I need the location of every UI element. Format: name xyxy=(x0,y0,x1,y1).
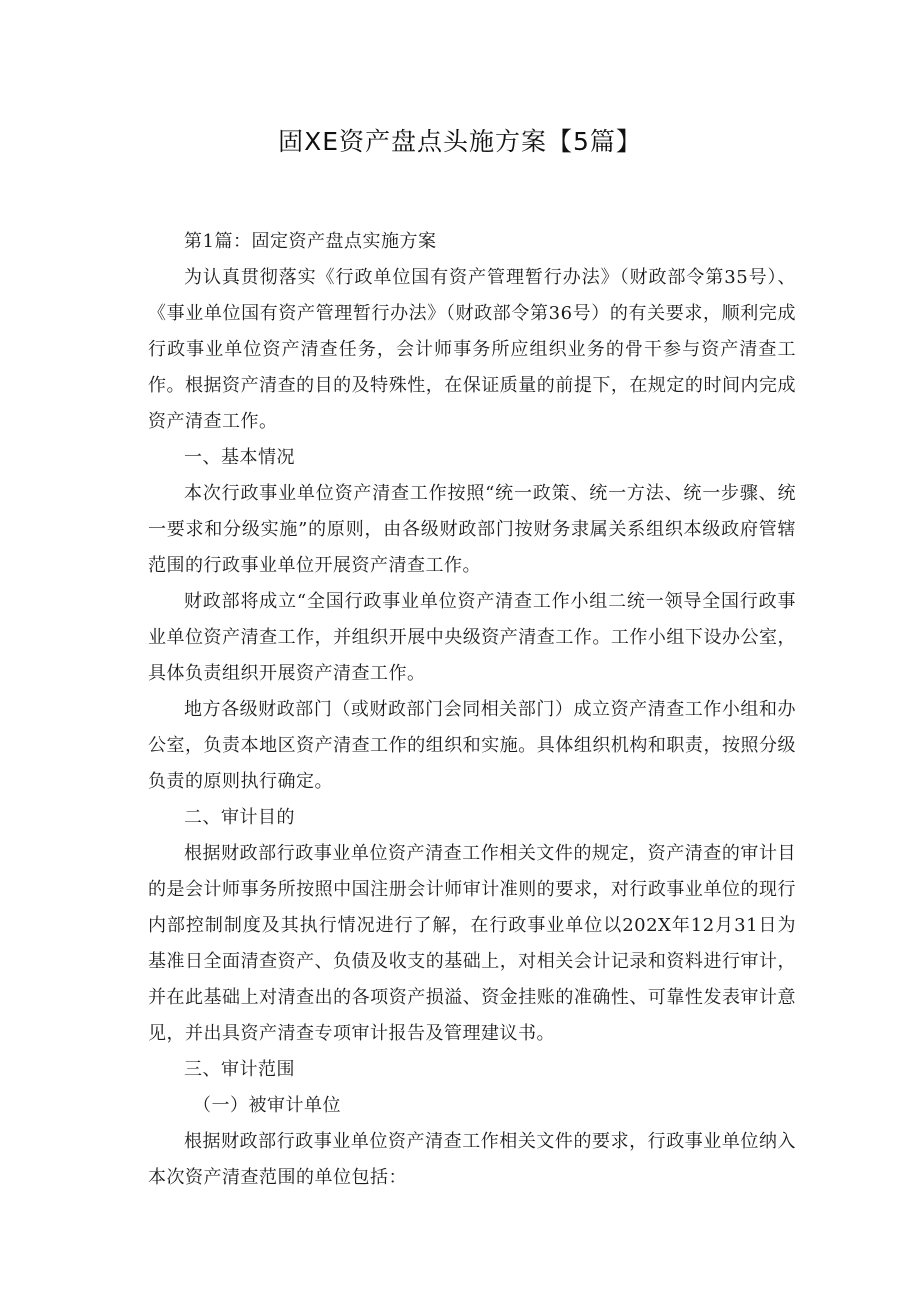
section-heading-audit-purpose: 二、审计目的 xyxy=(184,807,295,828)
paragraph-local-departments: 地方各级财政部门（或财政部门会同相关部门）成立资产清查工作小组和办公室，负责本地区资产清查工作的组织和实施。具体组织机构和职责，按照分级负责的原则执行确定。 xyxy=(148,699,796,792)
section-heading-audit-scope: 三、审计范围 xyxy=(184,1059,295,1080)
document-body xyxy=(148,224,796,1196)
section-heading-part-1: 第1篇：固定资产盘点实施方案 xyxy=(184,231,437,252)
section-heading-basic-situation: 一、基本情况 xyxy=(184,447,295,468)
paragraph-working-group: 财政部将成立“全国行政事业单位资产清查工作小组二统一领导全国行政事业单位资产清查工作，并组织开展中央级资产清查工作。工作小组下设办公室，具体负责组织开展资产清查工作。 xyxy=(148,591,796,684)
document-title: 固XE资产盘点头施方案【5篇】 xyxy=(278,127,642,156)
paragraph-audit-purpose: 根据财政部行政事业单位资产清查工作相关文件的规定，资产清查的审计目的是会计师事务所按照中国注册会计师审计准则的要求，对行政事业单位的现行内部控制制度及其执行情况进行了解，在行政事业单位以202X年12月31日为基准日全面清查资产、负债及收支的基础上，对相关会计记录和资料进行审计，并在此基础上对清查出的各项资产损溢、资金挂账的准确性、可靠性发表审计意见，并出具资产清查专项审计报告及管理建议书。 xyxy=(148,843,796,1044)
subheading-audited-units: （一）被审计单位 xyxy=(193,1095,341,1116)
paragraph-intro: 为认真贯彻落实《行政单位国有资产管理暂行办法》（财政部令第35号）、《事业单位国有资产管理暂行办法》（财政部令第36号）的有关要求，顺利完成行政事业单位资产清查任务，会计师事务所应组织业务的骨干参与资产清查工作。根据资产清查的目的及特殊性，在保证质量的前提下，在规定的时间内完成资产清查工作。 xyxy=(148,267,796,432)
paragraph-audited-units: 根据财政部行政事业单位资产清查工作相关文件的要求，行政事业单位纳入本次资产清查范围的单位包括： xyxy=(148,1131,796,1188)
paragraph-principles: 本次行政事业单位资产清查工作按照“统一政策、统一方法、统一步骤、统一要求和分级实施”的原则，由各级财政部门按财务隶属关系组织本级政府管辖范围的行政事业单位开展资产清查工作。 xyxy=(148,483,796,576)
